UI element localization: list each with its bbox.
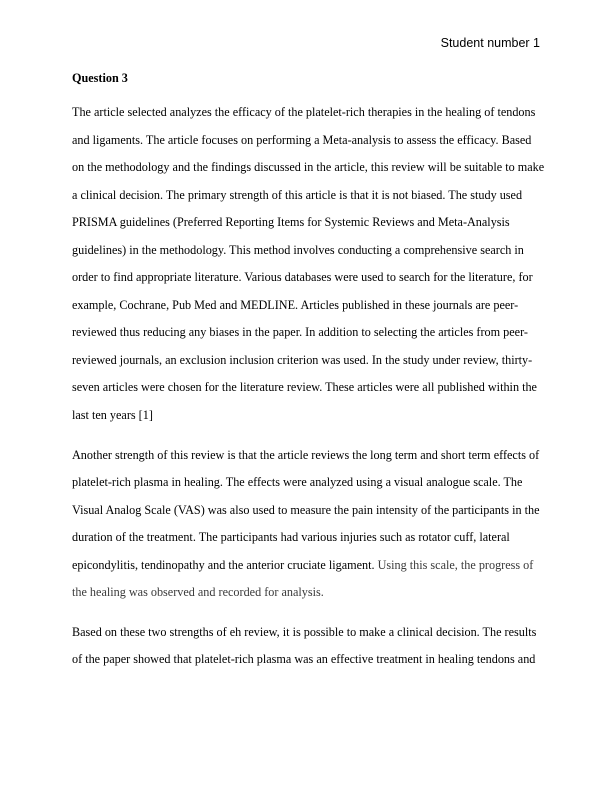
paragraph-line: order to find appropriate literature. Various databases were used to search for the literature, for: [72, 270, 533, 285]
paragraph-line: of the paper showed that platelet-rich plasma was an effective treatment in healing tendons and: [72, 652, 536, 667]
paragraph-line-segment-muted: Using this scale, the progress of: [377, 557, 534, 572]
paragraph-line: duration of the treatment. The participants had various injuries such as rotator cuff, lateral: [72, 530, 510, 545]
paragraph-line: The article selected analyzes the efficacy of the platelet-rich therapies in the healing of tendons: [72, 105, 536, 119]
paragraph-line: reviewed journals, an exclusion inclusion criterion was used. In the study under review, thirty-: [72, 352, 533, 367]
paragraph-line: [72, 552, 540, 580]
paragraph-line: Visual Analog Scale (VAS) was also used to measure the pain intensity of the participants in the: [72, 502, 540, 517]
document-body: [72, 69, 545, 686]
paragraph-line: on the methodology and the findings discussed in the article, this review will be suitable to make: [72, 160, 545, 175]
paragraph-line: example, Cochrane, Pub Med and MEDLINE. Articles published in these journals are peer-: [72, 297, 519, 312]
paragraph-line: PRISMA guidelines (Preferred Reporting Items for Systemic Reviews and Meta-Analysis: [72, 215, 510, 230]
paragraph-2: [72, 442, 540, 607]
paragraph-line: a clinical decision. The primary strength of this article is that it is not biased. The study used: [72, 187, 523, 202]
paragraph-1: [72, 99, 545, 430]
paragraph-line: seven articles were chosen for the literature review. These articles were all published within the: [72, 380, 537, 395]
paragraph-line: last ten years [1]: [72, 408, 153, 423]
paragraph-line-segment: epicondylitis, tendinopathy and the anterior cruciate ligament.: [72, 557, 378, 572]
paragraph-line: Based on these two strengths of eh review, it is possible to make a clinical decision. The results: [72, 624, 537, 639]
paragraph-line: platelet-rich plasma in healing. The effects were analyzed using a visual analogue scale. The: [72, 475, 523, 490]
paragraph-line: Another strength of this review is that the article reviews the long term and short term effects of: [72, 447, 540, 462]
paragraph-line: reviewed thus reducing any biases in the paper. In addition to selecting the articles from peer-: [72, 325, 528, 340]
question-heading: Question 3: [72, 71, 128, 85]
paragraph-line-muted: the healing was observed and recorded for analysis.: [72, 585, 324, 600]
paragraph-3: [72, 619, 540, 674]
page-header-student-number: Student number 1: [440, 36, 540, 50]
paragraph-line: guidelines) in the methodology. This method involves conducting a comprehensive search in: [72, 242, 524, 257]
paragraph-line: and ligaments. The article focuses on performing a Meta-analysis to assess the efficacy. Based: [72, 132, 532, 147]
